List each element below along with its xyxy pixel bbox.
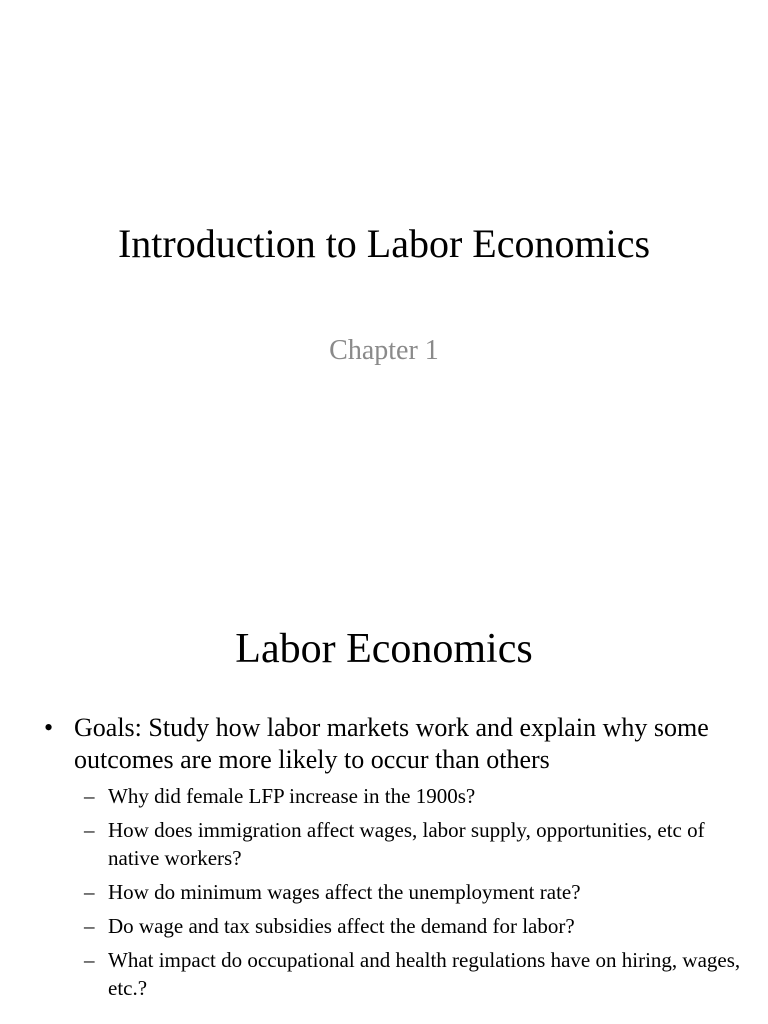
- slide-title: Introduction to Labor Economics: [117, 221, 651, 266]
- bullet-dot-icon: •: [44, 713, 54, 742]
- sub-bullet-text: What impact do occupational and health regulations have on hiring, wages, etc.?: [108, 948, 741, 1000]
- content-slide-title: Labor Economics: [235, 626, 533, 672]
- sub-bullet-item: [44, 946, 744, 1002]
- bullet-item: [44, 712, 744, 776]
- sub-bullet-text: Do wage and tax subsidies affect the demand for labor?: [108, 914, 575, 938]
- sub-bullet-text: How do minimum wages affect the unemployment rate?: [108, 880, 581, 904]
- sub-bullet-item: [44, 782, 744, 810]
- bullet-text: Goals: Study how labor markets work and explain why some outcomes are more likely to occur than others: [74, 713, 709, 774]
- dash-icon: –: [84, 818, 95, 842]
- dash-icon: –: [84, 948, 95, 972]
- sub-bullet-item: [44, 912, 744, 940]
- dash-icon: –: [84, 784, 95, 808]
- sub-bullet-item: [44, 878, 744, 906]
- slide-subtitle: Chapter 1: [329, 335, 439, 366]
- sub-bullet-text: Why did female LFP increase in the 1900s?: [108, 784, 476, 808]
- sub-bullet-item: [44, 816, 744, 872]
- content-slide: [0, 512, 768, 1024]
- dash-icon: –: [84, 880, 95, 904]
- dash-icon: –: [84, 914, 95, 938]
- bullet-list: [44, 712, 744, 1008]
- sub-bullet-list: [44, 782, 744, 1002]
- sub-bullet-text: How does immigration affect wages, labor supply, opportunities, etc of native workers?: [108, 818, 705, 870]
